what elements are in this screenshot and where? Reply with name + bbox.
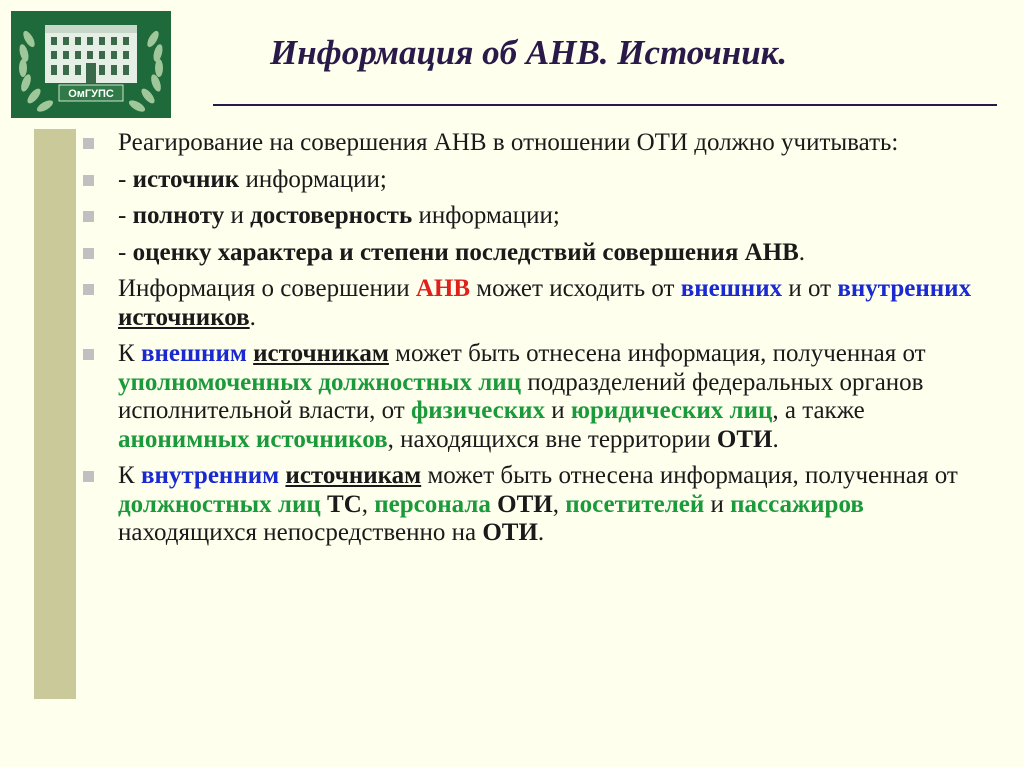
- highlight-green: юридических лиц: [570, 397, 773, 424]
- highlight-green: должностных лиц: [118, 490, 321, 518]
- bullet-text: , находящихся вне территории: [387, 425, 717, 453]
- bullet-text: , а также: [772, 397, 865, 424]
- square-bullet-icon: [83, 175, 94, 186]
- bullet-text: ,: [361, 490, 375, 518]
- bullet-text: -: [118, 238, 133, 266]
- bold-underline-term: источникам: [285, 462, 422, 489]
- decorative-side-bar: [34, 129, 76, 699]
- bold-term: ОТИ: [482, 519, 538, 546]
- bullet-text: и: [545, 397, 571, 424]
- bullet-text: Информация о совершении: [118, 275, 416, 302]
- bullet-item: [77, 202, 997, 231]
- bullet-text: .: [798, 238, 806, 266]
- university-building-laurel-icon: [11, 11, 171, 118]
- bold-term: ОТИ: [497, 490, 553, 518]
- square-bullet-icon: [83, 248, 94, 259]
- highlight-blue: внутренних: [837, 275, 972, 302]
- bullet-text: подразделений федеральных органов исполнительной власти, от: [118, 368, 924, 424]
- bullet-text: информации;: [239, 165, 387, 193]
- highlight-green: посетителей: [565, 490, 705, 518]
- bullet-text: -: [118, 202, 133, 229]
- bullet-text: и: [704, 490, 731, 518]
- highlight-green: пассажиров: [730, 490, 864, 518]
- bullet-text: находящихся непосредственно на: [118, 519, 483, 546]
- bullet-item: [77, 275, 997, 332]
- bold-term: достоверность: [250, 202, 413, 229]
- bullet-text: -: [118, 165, 133, 193]
- bullet-list: [77, 129, 997, 556]
- bullet-item: [77, 340, 997, 454]
- bold-underline-term: источников: [118, 303, 250, 331]
- highlight-green: уполномоченных должностных лиц: [118, 368, 522, 396]
- bullet-text: и: [224, 202, 251, 229]
- highlight-green: физических: [410, 397, 546, 424]
- highlight-blue: внешним: [140, 340, 247, 367]
- bullet-item: [77, 129, 997, 158]
- bullet-item: [77, 462, 997, 548]
- bold-term: оценку характера и степени последствий совершения АНВ: [132, 238, 799, 266]
- bold-underline-term: источникам: [253, 340, 389, 367]
- bullet-text: .: [249, 303, 256, 331]
- square-bullet-icon: [83, 138, 94, 149]
- bullet-text: и от: [782, 275, 838, 302]
- bullet-text: может быть отнесена информация, полученная от: [388, 340, 926, 367]
- bullet-text: .: [537, 519, 545, 546]
- highlight-green: персонала: [374, 490, 491, 518]
- square-bullet-icon: [83, 211, 94, 222]
- bullet-text: ,: [552, 490, 566, 518]
- highlight-green: анонимных источников: [118, 425, 388, 453]
- square-bullet-icon: [83, 349, 94, 360]
- bullet-text: .: [772, 425, 779, 453]
- highlight-blue: внутренним: [140, 462, 280, 489]
- bold-term: ОТИ: [716, 425, 773, 453]
- square-bullet-icon: [83, 471, 94, 482]
- bold-term: ТС: [327, 490, 362, 518]
- page-title: Информация об АНВ. Источник.: [270, 33, 788, 72]
- bullet-item: [77, 166, 997, 195]
- bullet-text: может быть отнесена информация, полученная от: [421, 462, 958, 489]
- bullet-text: К: [118, 340, 141, 367]
- bullet-text: К: [118, 462, 141, 489]
- square-bullet-icon: [83, 284, 94, 295]
- title-divider: [213, 104, 997, 106]
- bullet-item: [77, 239, 997, 268]
- bold-term: источник: [132, 165, 240, 193]
- bold-term: полноту: [132, 202, 225, 229]
- bullet-text: информации;: [412, 202, 560, 229]
- highlight-blue: внешних: [680, 275, 783, 302]
- university-logo: [11, 11, 171, 118]
- logo-text: ОмГУПС: [68, 88, 114, 100]
- bullet-text: Реагирование на совершения АНВ в отношении ОТИ должно учитывать:: [118, 129, 899, 156]
- highlight-red: АНВ: [415, 275, 471, 302]
- bullet-text: может исходить от: [470, 275, 681, 302]
